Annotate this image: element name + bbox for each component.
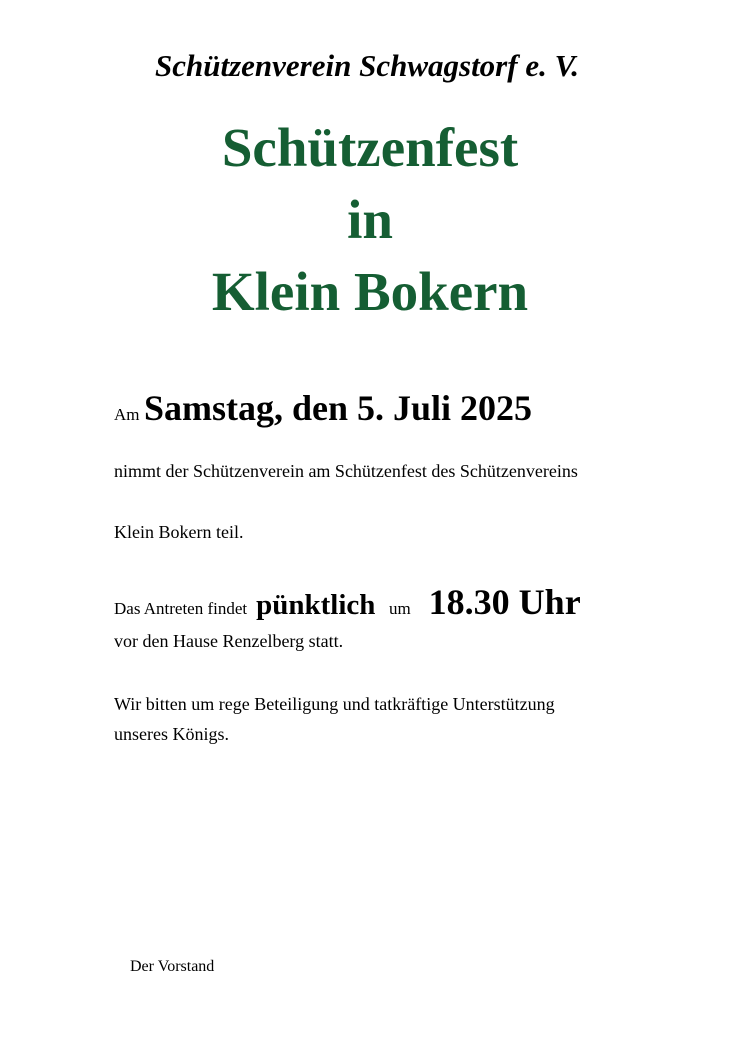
- participation-text-line-1: nimmt der Schützenverein am Schützenfest des Schützenvereins: [114, 461, 578, 481]
- assembly-time-line: [114, 578, 581, 633]
- request-text-line-1: Wir bitten um rege Beteiligung und tatkräftige Unterstützung: [114, 694, 555, 714]
- date-line: [114, 384, 532, 439]
- event-title: [0, 112, 734, 328]
- request-text-line-2: unseres Königs.: [114, 724, 229, 744]
- assembly-um: um: [388, 599, 411, 618]
- request-text: [114, 689, 555, 749]
- assembly-prefix: Das Antreten findet: [114, 599, 248, 618]
- assembly-time: 18.30 Uhr: [428, 582, 581, 622]
- event-title-line-2: in: [347, 189, 393, 250]
- participation-text-line-2: Klein Bokern teil.: [114, 522, 244, 542]
- assembly-location: vor den Hause Renzelberg statt.: [114, 631, 344, 651]
- signature: Der Vorstand: [130, 958, 215, 975]
- event-title-line-1: Schützenfest: [221, 117, 519, 178]
- event-title-line-3: Klein Bokern: [211, 261, 529, 322]
- date-prefix: Am: [114, 405, 140, 424]
- event-date: Samstag, den 5. Juli 2025: [144, 388, 533, 428]
- punctual-emphasis: pünktlich: [256, 589, 376, 621]
- club-name: Schützenverein Schwagstorf e. V.: [154, 48, 580, 83]
